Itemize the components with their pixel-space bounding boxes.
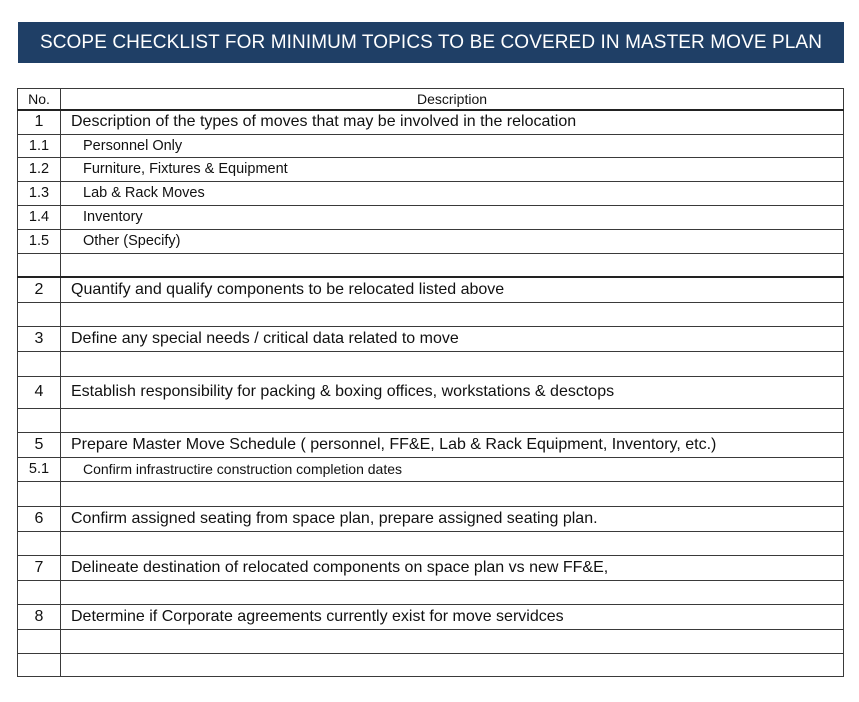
column-header-description: Description [61, 89, 844, 111]
table-header-row [18, 89, 844, 111]
item-description: Inventory [61, 205, 844, 229]
table-row [18, 302, 844, 326]
item-number: 4 [18, 376, 61, 408]
column-header-no: No. [18, 89, 61, 111]
table-row [18, 157, 844, 181]
item-description [61, 653, 844, 676]
table-row [18, 580, 844, 604]
item-number [18, 253, 61, 277]
item-description [61, 629, 844, 653]
item-number: 8 [18, 604, 61, 629]
table-row [18, 205, 844, 229]
item-number [18, 408, 61, 432]
item-description: Other (Specify) [61, 229, 844, 253]
item-number: 1.2 [18, 157, 61, 181]
item-number [18, 653, 61, 676]
table-row [18, 531, 844, 555]
item-description [61, 302, 844, 326]
item-description: Determine if Corporate agreements currently exist for move servidces [61, 604, 844, 629]
item-number [18, 302, 61, 326]
item-description [61, 531, 844, 555]
item-number: 1.5 [18, 229, 61, 253]
page-title: SCOPE CHECKLIST FOR MINIMUM TOPICS TO BE COVERED IN MASTER MOVE PLAN [18, 22, 844, 63]
item-description: Confirm infrastructire construction completion dates [61, 457, 844, 481]
item-number: 7 [18, 555, 61, 580]
item-description: Define any special needs / critical data related to move [61, 326, 844, 351]
item-number: 3 [18, 326, 61, 351]
table-row [18, 134, 844, 157]
table-row [18, 229, 844, 253]
table-row [18, 408, 844, 432]
table-row [18, 253, 844, 277]
item-number [18, 531, 61, 555]
item-number [18, 629, 61, 653]
table-row [18, 326, 844, 351]
item-number: 5 [18, 432, 61, 457]
item-number: 1.1 [18, 134, 61, 157]
table-row [18, 653, 844, 676]
table-row [18, 110, 844, 134]
table-row [18, 604, 844, 629]
item-number [18, 481, 61, 506]
item-description [61, 580, 844, 604]
table-row [18, 506, 844, 531]
table-row [18, 555, 844, 580]
item-description [61, 481, 844, 506]
scope-checklist-table [17, 88, 844, 677]
item-description: Prepare Master Move Schedule ( personnel, FF&E, Lab & Rack Equipment, Inventory, etc.) [61, 432, 844, 457]
item-description: Personnel Only [61, 134, 844, 157]
item-description: Description of the types of moves that may be involved in the relocation [61, 110, 844, 134]
item-description: Delineate destination of relocated components on space plan vs new FF&E, [61, 555, 844, 580]
item-number [18, 580, 61, 604]
item-description: Furniture, Fixtures & Equipment [61, 157, 844, 181]
table-row [18, 481, 844, 506]
item-description: Lab & Rack Moves [61, 181, 844, 205]
item-description: Quantify and qualify components to be relocated listed above [61, 277, 844, 302]
item-description [61, 351, 844, 376]
table-row [18, 376, 844, 408]
table-row [18, 457, 844, 481]
table-row [18, 629, 844, 653]
item-description [61, 253, 844, 277]
table-row [18, 351, 844, 376]
item-description: Confirm assigned seating from space plan, prepare assigned seating plan. [61, 506, 844, 531]
item-number: 5.1 [18, 457, 61, 481]
item-description: Establish responsibility for packing & boxing offices, workstations & desctops [61, 376, 844, 408]
item-description [61, 408, 844, 432]
table-row [18, 277, 844, 302]
item-number: 1.4 [18, 205, 61, 229]
item-number [18, 351, 61, 376]
table-row [18, 432, 844, 457]
item-number: 2 [18, 277, 61, 302]
item-number: 1 [18, 110, 61, 134]
table-row [18, 181, 844, 205]
item-number: 6 [18, 506, 61, 531]
item-number: 1.3 [18, 181, 61, 205]
